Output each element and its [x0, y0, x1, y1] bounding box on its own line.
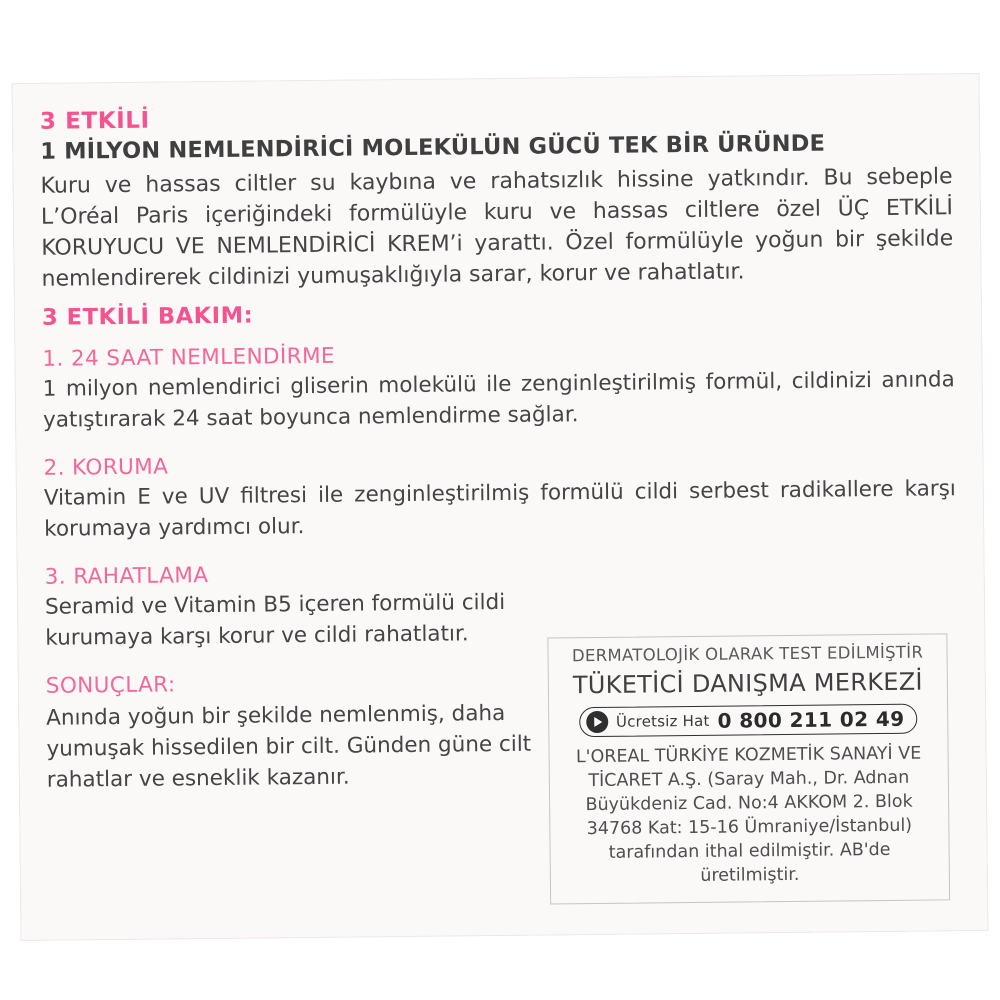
- benefit-text: Seramid ve Vitamin B5 içeren formülü cildi kurumaya karşı korur ve cildi rahatlatır.: [44, 589, 506, 651]
- phone-number: 0 800 211 02 49: [717, 706, 905, 733]
- consumer-info-box: [547, 633, 950, 904]
- benefit-text: Vitamin E ve UV filtresi ile zenginleştirilmiş formülü cildi serbest radikallere karşı korumaya yardımcı olur.: [43, 476, 956, 542]
- benefit-item: [43, 446, 956, 544]
- dermatological-test-line: DERMATOLOJİK OLARAK TEST EDİLMİŞTİR: [571, 642, 924, 666]
- consumer-center-title: TÜKETİCİ DANIŞMA MERKEZİ: [572, 667, 923, 700]
- benefit-title: 1. 24 SAAT NEMLENDİRME: [42, 343, 336, 372]
- package-label-content: [12, 73, 989, 941]
- benefit-title: 3. RAHATLAMA: [44, 563, 209, 590]
- eyebrow-heading: 3 ETKİLİ: [39, 107, 150, 135]
- main-headline: 1 MİLYON NEMLENDİRİCİ MOLEKÜLÜN GÜCÜ TEK BİR ÜRÜNDE: [40, 130, 826, 165]
- free-phone-pill: [579, 704, 918, 738]
- results-text: Anında yoğun bir şekilde nemlenmiş, daha yumuşak hissedilen bir cilt. Günden güne cilt rahatlar ve esneklik kazanır.: [46, 700, 532, 793]
- intro-paragraph: Kuru ve hassas ciltler su kaybına ve rahatsızlık hissine yatkındır. Bu sebeple L’Oréal Paris içeriğindeki formülüyle kuru ve hassas ciltlere özel ÜÇ ETKİLİ KORUYUCU VE NEMLENDİRİCİ KREM’i yarattı. Özel formülüyle yoğun bir şekilde nemlendirerek cildinizi yumuşaklığıyla sarar, korur ve rahatlatır.: [40, 164, 954, 292]
- benefit-item: [42, 337, 955, 435]
- care-section-heading: 3 ETKİLİ BAKIM:: [41, 302, 254, 331]
- play-arrow-icon: [586, 711, 608, 733]
- benefit-title: 2. KORUMA: [43, 454, 169, 481]
- company-address: L'OREAL TÜRKİYE KOZMETİK SANAYİ VE TİCARET A.Ş. (Saray Mah., Dr. Adnan Büyükdeniz Cad. No:4 AKKOM 2. Blok 34768 Kat: 15-16 Ümraniye/İstanbul) tarafından ithal edilmiştir. AB'de üretilmiştir.: [575, 743, 922, 886]
- results-heading: SONUÇLAR:: [45, 672, 176, 699]
- free-line-label: Ücretsiz Hat: [615, 711, 710, 731]
- benefit-text: 1 milyon nemlendirici gliserin molekülü ile zenginleştirilmiş formül, cildinizi anında yatıştırarak 24 saat boyunca nemlendirme sağlar.: [42, 367, 955, 433]
